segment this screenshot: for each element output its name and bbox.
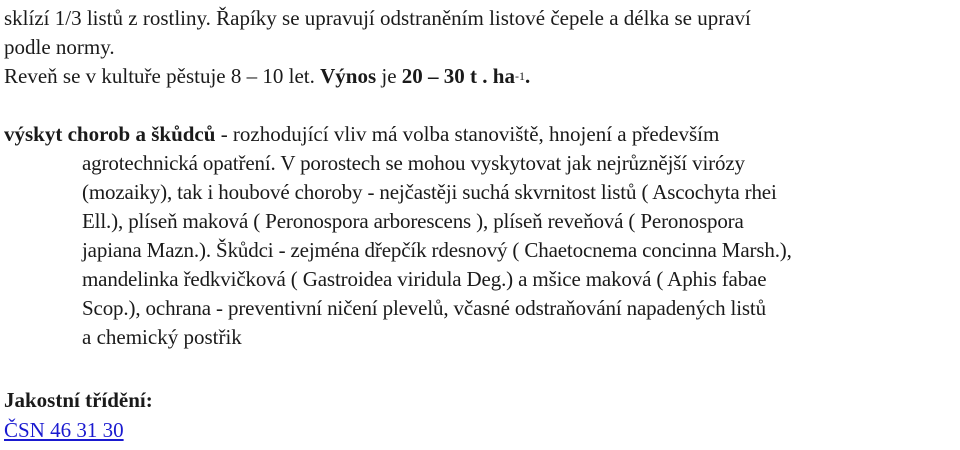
text-line-8: japiana Mazn.). Škůdci - zejména dřepčík rdesnový ( Chaetocnema concinna Marsh.), bbox=[82, 238, 792, 262]
text-line-10: Scop.), ochrana - preventivní ničení plevelů, včasné odstraňování napadených listů bbox=[82, 296, 766, 320]
heading-text: Jakostní třídění: bbox=[4, 388, 153, 412]
text-line-11: a chemický postřik bbox=[82, 325, 242, 349]
yield-value: 20 – 30 t . ha bbox=[401, 64, 515, 88]
text-line-1: sklízí 1/3 listů z rostliny. Řapíky se upravují odstraněním listové čepele a délka se upraví bbox=[4, 6, 751, 30]
text-line-5: agrotechnická opatření. V porostech se mohou vyskytovat jak nejrůznější virózy bbox=[82, 151, 745, 175]
text-line-4 bbox=[4, 120, 719, 149]
yield-exponent: -1 bbox=[514, 69, 525, 83]
yield-period: . bbox=[524, 64, 531, 88]
text-segment: Reveň se v kultuře pěstuje 8 – 10 let. bbox=[4, 64, 321, 88]
text-line-7: Ell.), plíseň maková ( Peronospora arborescens ), plíseň reveňová ( Peronospora bbox=[82, 209, 744, 233]
yield-label: Výnos bbox=[320, 64, 377, 88]
text-line-6: (mozaiky), tak i houbové choroby - nejčastěji suchá skvrnitost listů ( Ascochyta rhei bbox=[82, 180, 777, 204]
standard-link[interactable]: ČSN 46 31 30 bbox=[4, 418, 124, 442]
text-segment: - rozhodující vliv má volba stanoviště, hnojení a především bbox=[215, 122, 720, 146]
text-line-9: mandelinka ředkvičková ( Gastroidea viridula Deg.) a mšice maková ( Aphis fabae bbox=[82, 267, 767, 291]
text-segment: je bbox=[376, 64, 402, 88]
section-heading bbox=[4, 386, 153, 415]
text-line-3 bbox=[4, 62, 530, 91]
text-line-2: podle normy. bbox=[4, 35, 115, 59]
standard-link-line bbox=[4, 416, 124, 445]
pests-term: výskyt chorob a škůdců bbox=[4, 122, 216, 146]
